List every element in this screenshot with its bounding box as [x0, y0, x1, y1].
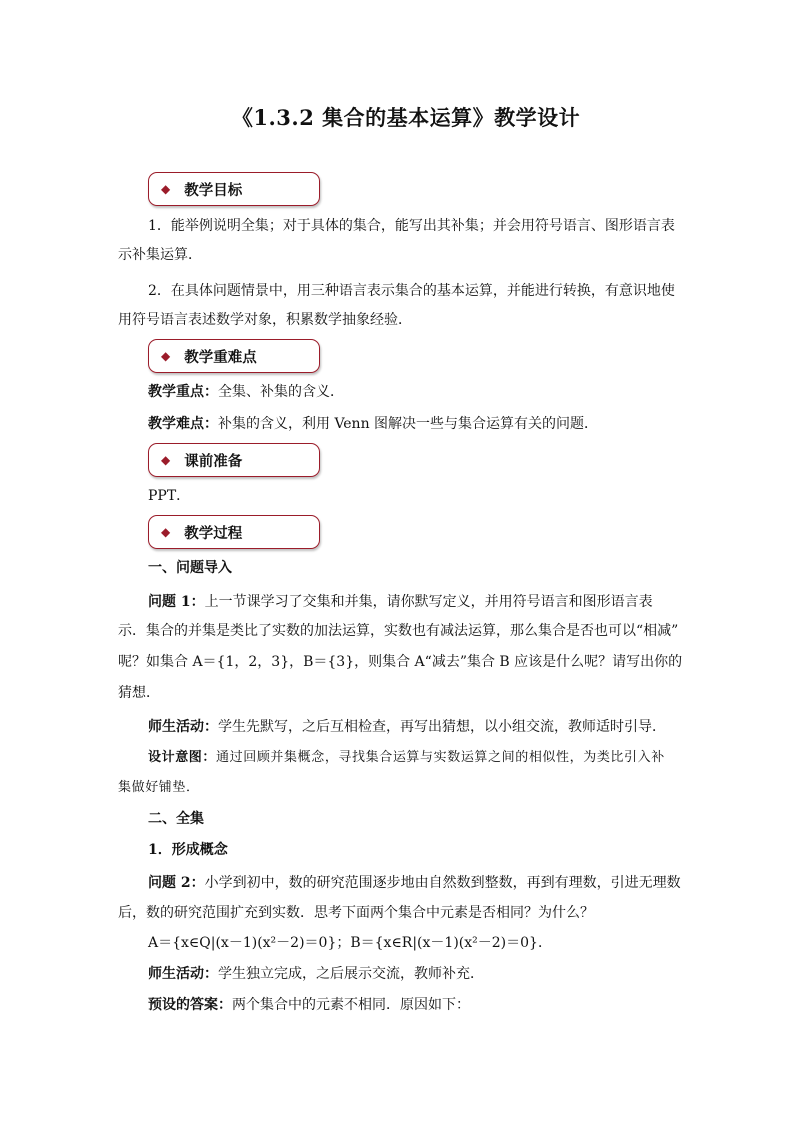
text: 补集的含义，利用 Venn 图解决一些与集合运算有关的问题． — [218, 416, 599, 432]
paragraph: PPT． — [148, 488, 191, 504]
section-label: 教学过程 — [184, 525, 243, 542]
paragraph — [148, 962, 680, 986]
paragraph: 猜想． — [118, 685, 160, 701]
subheading: 二、全集 — [148, 811, 204, 827]
diamond-icon: ◆ — [161, 349, 171, 363]
text: 小学到初中，数的研究范围逐步地由自然数到整数，再到有理数，引进无理数 — [204, 875, 681, 891]
section-label: 教学目标 — [184, 182, 243, 199]
paragraph — [148, 993, 680, 1017]
paragraph: 集做好铺垫． — [118, 780, 200, 795]
text: 学生先默写，之后互相检查，再写出猜想，以小组交流，教师适时引导． — [218, 719, 666, 735]
paragraph: 呢？如集合 A＝{1，2，3}，B＝{3}，则集合 A“减去”集合 B 应该是什么呢？请写出你的 — [118, 654, 683, 670]
paragraph — [148, 380, 680, 404]
math-line: A＝{x∈Q|(x－1)(x²－2)＝0}；B＝{x∈R|(x－1)(x²－2)＝0}． — [148, 935, 552, 951]
paragraph: 2．在具体问题情景中，用三种语言表示集合的基本运算，并能进行转换，有意识地使 — [148, 283, 675, 299]
bold-label: 问题 2： — [148, 875, 205, 891]
paragraph: 用符号语言表述数学对象，积累数学抽象经验． — [118, 312, 412, 328]
paragraph — [148, 871, 680, 895]
text: 两个集合中的元素不相同．原因如下： — [232, 997, 470, 1013]
diamond-icon: ◆ — [161, 453, 171, 467]
section-header-goals — [148, 172, 320, 206]
bold-label: 师生活动： — [148, 719, 218, 735]
diamond-icon: ◆ — [161, 525, 171, 539]
text: 上一节课学习了交集和并集，请你默写定义，并用符号语言和图形语言表 — [204, 594, 653, 610]
bold-label: 教学重点： — [148, 384, 218, 400]
bold-label: 预设的答案： — [148, 997, 232, 1013]
section-header-keypoints — [148, 339, 320, 373]
paragraph — [148, 715, 680, 739]
paragraph: 后，数的研究范围扩充到实数．思考下面两个集合中元素是否相同？为什么？ — [118, 905, 594, 921]
text: 学生独立完成，之后展示交流，教师补充． — [218, 966, 484, 982]
section-header-process — [148, 515, 320, 549]
subheading: 一、问题导入 — [148, 560, 232, 576]
section-label: 课前准备 — [184, 453, 243, 470]
bold-label: 问题 1： — [148, 594, 205, 610]
paragraph — [148, 412, 680, 436]
section-label: 教学重难点 — [184, 349, 257, 366]
bold-label: 教学难点： — [148, 416, 218, 432]
diamond-icon: ◆ — [161, 182, 171, 196]
section-header-prep — [148, 443, 320, 477]
paragraph: 1．能举例说明全集；对于具体的集合，能写出其补集；并会用符号语言、图形语言表 — [148, 218, 675, 234]
bold-label: 设计意图： — [148, 750, 217, 765]
paragraph: 示．集合的并集是类比了实数的加法运算，实数也有减法运算，那么集合是否也可以“相减” — [118, 623, 679, 639]
paragraph — [148, 746, 680, 770]
text: 全集、补集的含义． — [218, 384, 344, 400]
bold-label: 师生活动： — [148, 966, 218, 982]
paragraph: 示补集运算． — [118, 247, 202, 263]
page-title: 《1.3.2 集合的基本运算》教学设计 — [231, 105, 581, 130]
subheading: 1．形成概念 — [148, 842, 228, 858]
paragraph — [148, 590, 680, 614]
text: 通过回顾并集概念，寻找集合运算与实数运算之间的相似性，为类比引入补 — [216, 750, 665, 765]
